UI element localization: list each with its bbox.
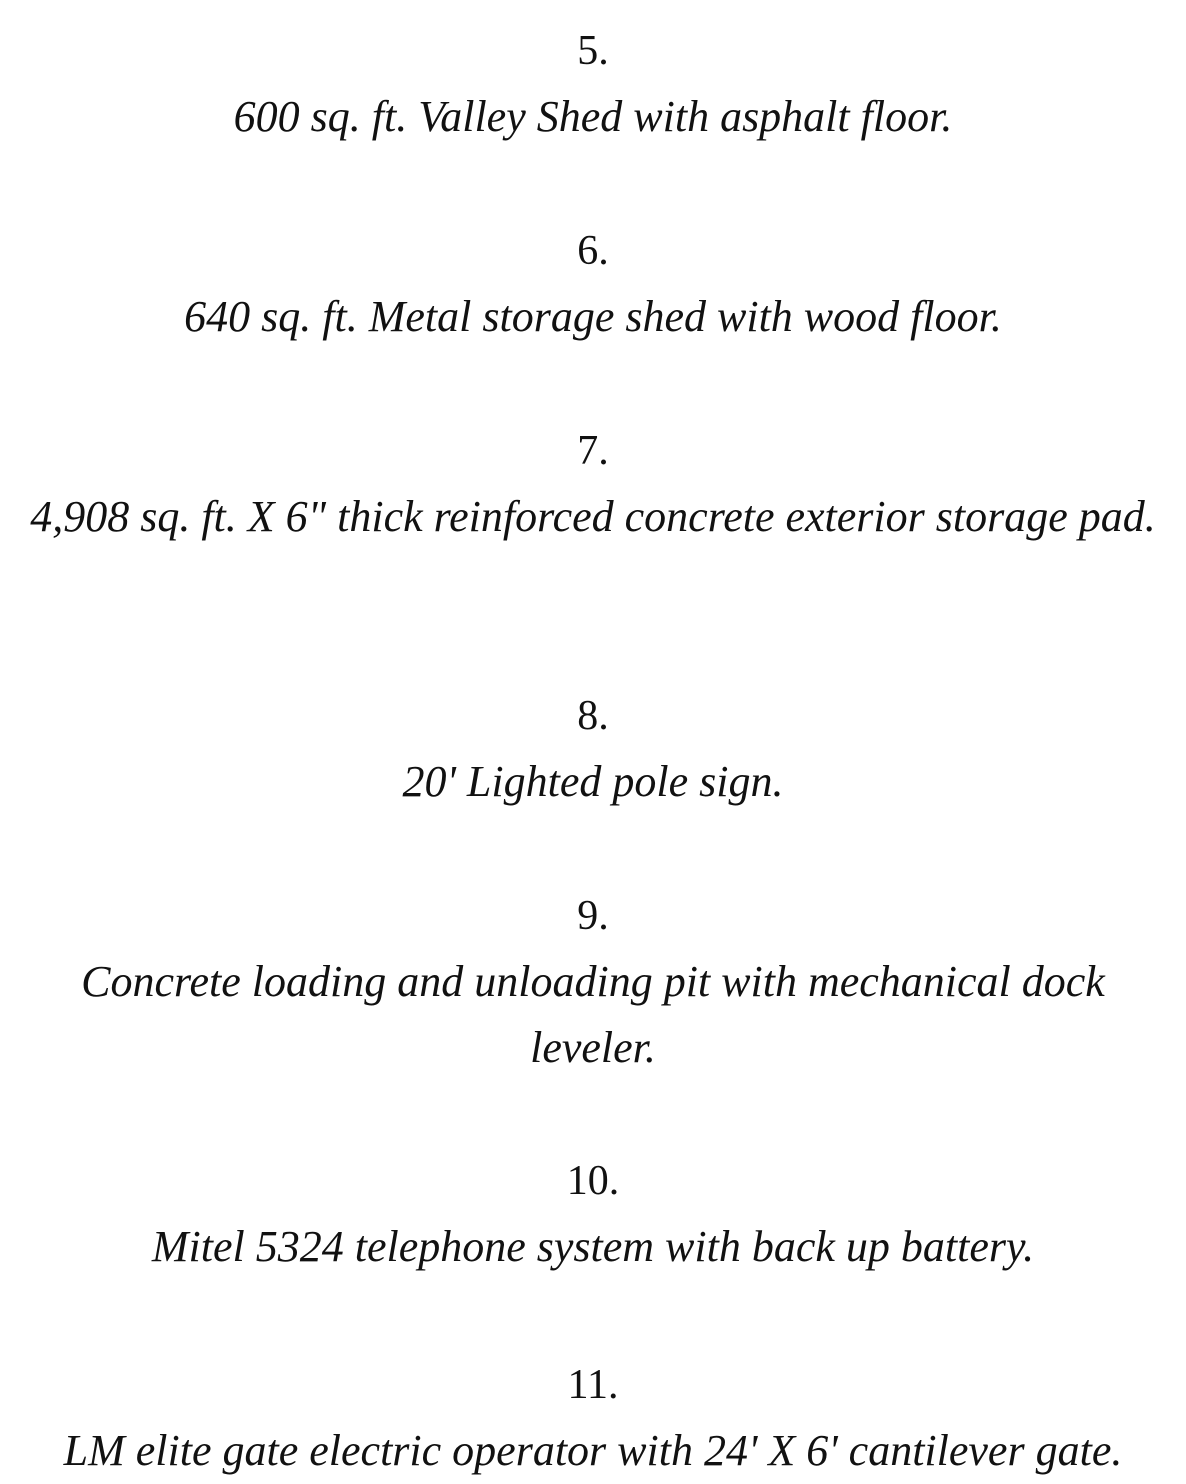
item-description: Concrete loading and unloading pit with mechanical dock leveler. bbox=[81, 957, 1105, 1072]
list-item-5 bbox=[0, 18, 1186, 150]
list-item-9 bbox=[0, 883, 1186, 1081]
item-number: 7. bbox=[577, 428, 609, 474]
list-item-11 bbox=[0, 1352, 1186, 1484]
item-number: 6. bbox=[577, 228, 609, 274]
list-item-7 bbox=[0, 418, 1186, 550]
list-item-10 bbox=[0, 1148, 1186, 1280]
list-item-8 bbox=[0, 683, 1186, 815]
item-description: 4,908 sq. ft. X 6" thick reinforced concrete exterior storage pad. bbox=[30, 492, 1156, 541]
item-description: Mitel 5324 telephone system with back up battery. bbox=[151, 1222, 1035, 1271]
item-description: 600 sq. ft. Valley Shed with asphalt floor. bbox=[233, 92, 953, 141]
item-description: 640 sq. ft. Metal storage shed with wood floor. bbox=[184, 292, 1002, 341]
item-description: LM elite gate electric operator with 24' X 6' cantilever gate. bbox=[63, 1426, 1123, 1475]
list-item-6 bbox=[0, 218, 1186, 350]
item-number: 8. bbox=[577, 693, 609, 739]
item-number: 5. bbox=[577, 28, 609, 74]
item-number: 10. bbox=[566, 1158, 620, 1204]
item-number: 11. bbox=[567, 1362, 619, 1408]
item-description: 20' Lighted pole sign. bbox=[402, 757, 784, 806]
item-number: 9. bbox=[577, 893, 609, 939]
